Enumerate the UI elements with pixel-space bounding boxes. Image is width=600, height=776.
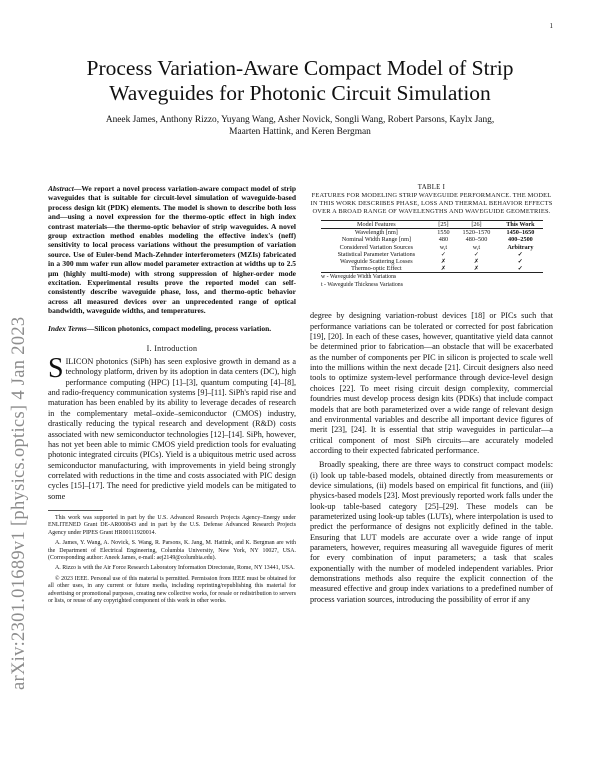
page-number: 1 (549, 22, 553, 30)
index-terms-label: Index Terms (48, 323, 87, 333)
table-cell: 1550 (437, 229, 450, 237)
table-header-cell: Model Features (321, 221, 433, 229)
table-cell: Wavelength [nm] (354, 229, 398, 237)
right-column (310, 184, 553, 605)
table-cell: Thermo-optic Effect (321, 265, 433, 273)
table-cell: Waveguide Scattering Losses (340, 258, 413, 266)
table-cell: Arbitrary (507, 243, 534, 251)
footnote-divider (48, 510, 103, 511)
table-cell: 1450–1650 (506, 229, 535, 237)
index-terms-text: —Silicon photonics, compact modeling, process variation. (86, 323, 272, 333)
table-row (321, 229, 543, 237)
abstract (48, 184, 296, 316)
check-icon: ✓ (498, 265, 542, 273)
features-table (321, 220, 543, 273)
intro-paragraph (48, 353, 296, 502)
cross-icon: ✗ (432, 265, 454, 273)
footnote-afrl: A. Rizzo is with the Air Force Research Laboratory Information Directorate, Rome, NY 13441, USA. (55, 565, 295, 572)
body-paragraph: Broadly speaking, there are three ways to construct compact models: (i) look up table-based models, obtained directly from measurements or device simulations, (ii) models based on empirical fit functions, and (iii) physics-based models [23]. Most previously reported work falls under the look-up table-based category [25]–[29]. These models can be parameterized using look-up tables (LUTs), where interpolation is used to predict the performance of designs not explicitly defined in the table. Ensuring that LUT models are accurate over a wide range of input parameters, however, requires measuring all waveguide figures of merit for every combination of input parameters; a task that scales exponentially with the number of modeled independent variables. Prior demonstrations methods also require the explicit connection of the measured effective and group index variations to a predefined number of process variation sources, introducing the possibility of error if any (310, 460, 553, 604)
check-icon: ✓ (440, 250, 447, 258)
cross-icon: ✗ (440, 258, 447, 266)
table-row (321, 244, 543, 251)
table-row (321, 265, 543, 273)
table-cell: 480 (438, 236, 449, 244)
table-caption (310, 184, 553, 216)
table-header-row (321, 221, 543, 229)
footnote-affiliation: A. James, Y. Wang, A. Novick, S. Wang, R. Parsons, K. Jang, M. Hattink, and K. Bergman are with the Department of Electrical Engineering, Columbia University, New York, NY 10027, USA. (Corresponding author: Aneek James, e-mail: aej2149@columbia.edu). (48, 540, 296, 561)
cross-icon: ✗ (473, 258, 480, 266)
author-list (40, 114, 560, 138)
table-header-cell: [25] (432, 221, 454, 229)
table-header-cell: This Work (498, 221, 542, 229)
abstract-text: —We report a novel process variation-aware compact model of strip waveguides that is suitable for circuit-level simulation of waveguide-based process design kit (PDK) elements. The model is shown to describe both loss and—using a novel expression for the thermo-optic effect in high index contrast materials—the thermo-optic behavior of strip waveguides. A novel group extraction method enables modeling the effective index's (neff) sensitivity to local process variations without the presumption of variation source. Use of Euler-bend Mach-Zehnder interferometers (MZIs) fabricated in a 300 mm wafer run allow model parameter extraction at widths up to 2.5 μm (highly multi-mode) with strong suppression of higher-order mode excitation. Experimental results prove the reported model can self-consistently describe waveguide phase, loss, and thermo-optic behavior across all measured devices over an unprecedented range of optical bandwidth, waveguide widths, and temperatures. (48, 184, 296, 316)
table-note-width: w - Waveguide Width Variations (321, 274, 397, 281)
abstract-label: Abstract (48, 184, 74, 193)
intro-paragraph-text: ILICON photonics (SiPh) has seen explosive growth in demand as a technology platform, driven by its adoption in data centers (DC), high performance computing (HPC) [1]–[3], quantum computing [4]–[8], and radio-frequency communication systems [9]–[11]. SiPh's rapid rise and maturation has been enabled by its ability to leverage decades of research in the complementary metal–oxide–semiconductor (CMOS) industry, drastically reducing the typical research and development (R&D) costs associated with new semiconductor technologies [12]–[14]. SiPh, however, has not yet been able to mimic CMOS yield prediction tools for evaluating photonic integrated circuits (PICs). Yield is a ubiquitous metric used across semiconductor manufacturing, with improvements in yield being strongly correlated with reductions in the time and costs associated with PIC design cycles [15]–[17]. The need for predictive yield models can be mitigated to some (48, 357, 296, 501)
table-row (321, 251, 543, 258)
table-cell: Nominal Width Range [nm] (341, 236, 411, 244)
left-column (48, 184, 296, 608)
table-header-cell: [26] (455, 221, 499, 229)
table-note-thickness: t - Waveguide Thickness Variations (321, 282, 403, 289)
arxiv-stamp: arXiv:2301.01689v1 [physics.optics] 4 Jan 2023 (9, 316, 29, 690)
check-icon: ✓ (517, 250, 523, 258)
drop-cap: S (48, 353, 64, 385)
check-icon: ✓ (517, 258, 523, 266)
index-terms (48, 324, 296, 333)
authors-line-1: Aneek James, Anthony Rizzo, Yuyang Wang, Asher Novick, Songli Wang, Robert Parsons, Kaylx Jang, (105, 115, 495, 125)
table-cell: 480–500 (465, 236, 488, 244)
body-paragraph: degree by designing variation-robust devices [18] or PICs such that performance variations can be tolerated or corrected for post fabrication [19], [20]. In each of these cases, however, quantitative yield data cannot be determined prior to fabrication—an obstacle that will be exacerbated as the number of components per PIC in silicon is projected to scale well into the millions within the next decade [21]. Circuit designers also need tools to optimize system-level performance through device-level design choices [22]. To meet rising circuit design complexity, commercial foundries must develop process design kits (PDKs) that include compact models that are both parameterized over a wide range of relevant design and environmental variables and describe all important device figures of merit [23], [24]. It is essential that strip waveguides in particular—a critical component of most SiPh circuits—are accurately modeled according to their expected fabricated performance. (310, 311, 553, 455)
right-column-body (310, 311, 553, 605)
table-cell: w,t (439, 243, 448, 251)
section-heading-introduction: I. Introduction (146, 344, 198, 354)
paper-title: Process Variation-Aware Compact Model of Strip Waveguides for Photonic Circuit Simulation (86, 56, 514, 105)
footnote-funding: This work was supported in part by the U.S. Advanced Research Projects Agency–Energy under ENLITENED Grant DE-AR000843 and in part by the U.S. Defense Advanced Research Projects Agency under PIPES Grant HR00111920014. (48, 514, 296, 536)
table-row (321, 236, 543, 243)
table-cell: Statistical Parameter Variations (337, 250, 416, 258)
table-cell: w,t (472, 243, 481, 251)
footnote-copyright: © 2023 IEEE. Personal use of this material is permitted. Permission from IEEE must be obtained for all other uses, in any current or future media, including reprinting/republishing this material for advertising or promotional purposes, creating new collective works, for resale or redistribution to servers or lists, or reuse of any copyrighted component of this work in other works. (48, 575, 296, 604)
cross-icon: ✗ (455, 265, 499, 273)
table-cell: 1520–1570 (462, 229, 491, 237)
table-cell: 400–2500 (508, 236, 533, 244)
table-cell: Considered Variation Sources (339, 243, 414, 251)
table-row (321, 258, 543, 265)
authors-line-2: Maarten Hattink, and Keren Bergman (229, 127, 371, 137)
table-label: TABLE I (417, 184, 446, 191)
table-caption-text: FEATURES FOR MODELING STRIP WAVEGUIDE PERFORMANCE. THE MODEL IN THIS WORK DESCRIBES PHASE, LOSS AND THERMAL BEHAVIOR EFFECTS OVER A BROAD RANGE OF WAVELENGTHS AND WAVEGUIDE GEOMETRIES. (310, 192, 553, 215)
check-icon: ✓ (473, 250, 480, 258)
